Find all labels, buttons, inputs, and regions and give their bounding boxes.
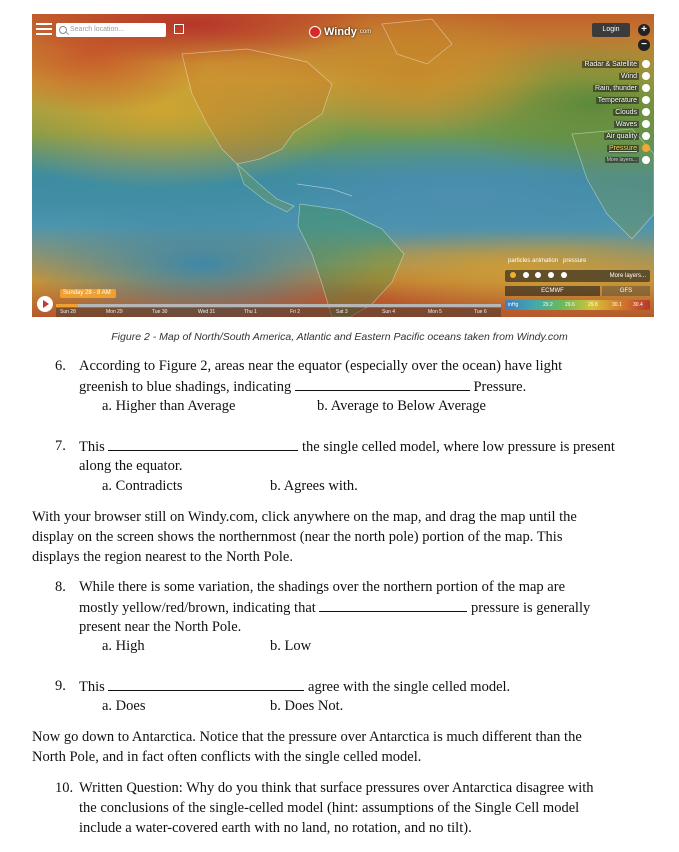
logo-suffix: com xyxy=(359,29,372,35)
model-ecmwf[interactable]: ECMWF xyxy=(505,286,600,296)
login-label: Login xyxy=(602,26,620,33)
waves-quick-icon[interactable] xyxy=(561,272,567,278)
timeline-progress xyxy=(56,304,78,307)
satellite-icon xyxy=(642,60,650,68)
q9-text: agree with the single celled model. xyxy=(308,679,511,695)
day-label[interactable]: Wed 31 xyxy=(198,309,216,315)
layer-clouds[interactable] xyxy=(582,106,650,118)
legend-value: 29.8 xyxy=(588,302,598,308)
model-selector xyxy=(505,286,650,296)
q7-text: the single celled model, where low pressure is present xyxy=(302,439,615,455)
option-b[interactable]: b. Agrees with. xyxy=(270,478,358,494)
option-a[interactable]: a. Higher than Average xyxy=(102,398,236,414)
pressure-icon xyxy=(642,144,650,152)
question-number: 8. xyxy=(55,579,66,595)
car-icon xyxy=(642,132,650,140)
q7-line1 xyxy=(79,437,615,458)
wind-icon xyxy=(642,72,650,80)
q8-text: While there is some variation, the shadings over the northern portion of the map are xyxy=(79,579,566,595)
layer-label: Wind xyxy=(621,72,637,80)
day-label[interactable]: Thu 1 xyxy=(244,309,257,315)
caribbean-islands xyxy=(297,184,352,196)
layer-more[interactable] xyxy=(582,154,650,166)
layer-label: Pressure xyxy=(608,144,637,152)
waves-icon xyxy=(642,120,650,128)
layer-air-quality[interactable] xyxy=(582,130,650,142)
layer-temperature[interactable] xyxy=(582,94,650,106)
legend-value: 29.6 xyxy=(565,302,575,308)
question-number: 6. xyxy=(55,358,66,374)
pressure-toggle[interactable]: pressure xyxy=(563,258,587,264)
layer-rain-thunder[interactable] xyxy=(582,82,650,94)
more-layers-link[interactable]: More layers... xyxy=(609,273,646,279)
play-button[interactable] xyxy=(37,296,53,312)
south-america-shape xyxy=(298,204,404,317)
day-label[interactable]: Sun 4 xyxy=(382,309,396,315)
instruction-text: display on the screen shows the northernmost (near the north pole) portion of the map. This xyxy=(32,529,563,545)
login-button[interactable] xyxy=(592,23,630,37)
zoom-in-button[interactable]: + xyxy=(638,24,650,36)
instruction-text: displays the region nearest to the North Pole. xyxy=(32,549,293,565)
q8-text: pressure is generally xyxy=(471,600,591,616)
raindrop-icon xyxy=(642,84,650,92)
q8-text: mostly yellow/red/brown, indicating that xyxy=(79,600,316,616)
overlay-toggles xyxy=(508,258,586,264)
layer-label: More layers... xyxy=(606,157,637,163)
question-number: 9. xyxy=(55,678,66,694)
q9-text: This xyxy=(79,679,105,695)
zoom-out-button[interactable]: − xyxy=(638,39,650,51)
search-location-input[interactable] xyxy=(56,23,166,37)
q6-line2 xyxy=(79,377,526,398)
pressure-legend xyxy=(505,300,650,310)
legend-unit: inHg xyxy=(508,302,519,308)
layer-pressure[interactable] xyxy=(582,142,650,154)
option-a[interactable]: a. High xyxy=(102,638,145,654)
q10-text: include a water-covered earth with no land, no rotation, and no tilt). xyxy=(79,820,472,836)
q6-text: greenish to blue shadings, indicating xyxy=(79,379,292,395)
north-america-shape xyxy=(182,49,332,164)
day-label[interactable]: Mon 5 xyxy=(428,309,442,315)
windy-logo-icon xyxy=(309,26,321,38)
day-label[interactable]: Sat 3 xyxy=(336,309,348,315)
layer-label: Air quality xyxy=(606,132,637,140)
answer-blank[interactable] xyxy=(319,598,467,612)
day-label[interactable]: Tue 6 xyxy=(474,309,487,315)
q6-text: Pressure. xyxy=(473,379,527,395)
option-b[interactable]: b. Does Not. xyxy=(270,698,344,714)
layer-wind[interactable] xyxy=(582,70,650,82)
q6-text: According to Figure 2, areas near the equator (especially over the ocean) have light xyxy=(79,358,563,374)
q10-text: the conclusions of the single-celled model (hint: assumptions of the Single Cell model xyxy=(79,800,580,816)
layer-waves[interactable] xyxy=(582,118,650,130)
particles-animation-toggle[interactable]: particles animation xyxy=(508,258,559,264)
option-b[interactable]: b. Average to Below Average xyxy=(317,398,486,414)
day-label[interactable]: Tue 30 xyxy=(152,309,168,315)
central-america-shape xyxy=(237,164,294,212)
layer-label: Temperature xyxy=(597,96,637,104)
instruction-text: Now go down to Antarctica. Notice that the pressure over Antarctica is much different than the xyxy=(32,729,582,745)
current-time-label: Sunday 28 - 8 AM xyxy=(60,289,116,298)
layer-label: Clouds xyxy=(615,108,637,116)
instruction-text: North Pole, and in fact often conflicts with the single celled model. xyxy=(32,749,422,765)
chevron-left-icon xyxy=(642,156,650,164)
question-number: 10. xyxy=(55,780,74,796)
answer-blank[interactable] xyxy=(295,377,470,391)
legend-value: 29.2 xyxy=(543,302,553,308)
option-b[interactable]: b. Low xyxy=(270,638,312,654)
windy-logo xyxy=(309,24,371,40)
q10-text: Written Question: Why do you think that surface pressures over Antarctica disagree with xyxy=(79,780,594,796)
option-a[interactable]: a. Contradicts xyxy=(102,478,183,494)
day-strip xyxy=(56,308,501,317)
day-label[interactable]: Sun 28 xyxy=(60,309,76,315)
cloud-icon xyxy=(642,108,650,116)
windy-map-screenshot xyxy=(32,14,654,317)
legend-value: 30.1 xyxy=(612,302,622,308)
answer-blank[interactable] xyxy=(108,437,298,451)
layer-radar-satellite[interactable] xyxy=(582,58,650,70)
search-placeholder: Search location... xyxy=(70,26,125,33)
rain-quick-icon[interactable] xyxy=(523,272,529,278)
quick-layer-bar xyxy=(505,270,650,282)
greenland-shape xyxy=(382,19,452,64)
question-number: 7. xyxy=(55,438,66,454)
q9-line1 xyxy=(79,677,510,698)
day-label[interactable]: Fri 2 xyxy=(290,309,300,315)
share-icon[interactable] xyxy=(174,24,184,34)
q8-line2 xyxy=(79,598,590,619)
layer-label: Rain, thunder xyxy=(594,84,637,92)
search-icon xyxy=(59,26,67,34)
q7-text: This xyxy=(79,439,105,455)
layer-label: Radar & Satellite xyxy=(584,60,637,68)
menu-icon[interactable] xyxy=(36,23,52,37)
cloud-quick-icon[interactable] xyxy=(548,272,554,278)
temp-quick-icon[interactable] xyxy=(535,272,541,278)
thermometer-icon xyxy=(642,96,650,104)
figure-caption: Figure 2 - Map of North/South America, Atlantic and Eastern Pacific oceans taken from Windy.com xyxy=(111,331,568,343)
model-gfs[interactable]: GFS xyxy=(602,286,650,296)
layer-label: Waves xyxy=(615,120,637,128)
wind-quick-icon[interactable] xyxy=(510,272,516,278)
instruction-text: With your browser still on Windy.com, click anywhere on the map, and drag the map until the xyxy=(32,509,577,525)
logo-text: Windy xyxy=(324,26,357,38)
legend-value: 30.4 xyxy=(633,302,643,308)
option-a[interactable]: a. Does xyxy=(102,698,146,714)
timeline-slider[interactable] xyxy=(56,304,501,307)
q8-text: present near the North Pole. xyxy=(79,619,242,635)
q7-text: along the equator. xyxy=(79,458,183,474)
day-label[interactable]: Mon 29 xyxy=(106,309,123,315)
layer-list xyxy=(582,58,650,166)
answer-blank[interactable] xyxy=(108,677,304,691)
